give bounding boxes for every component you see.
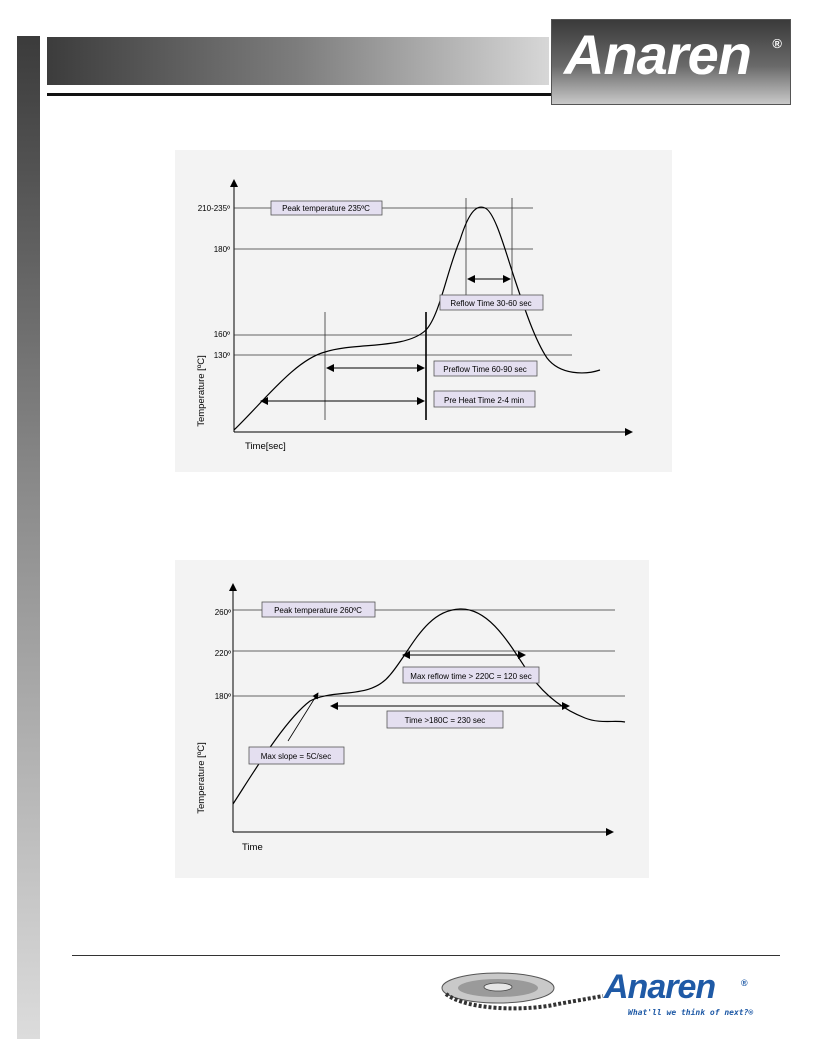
label-reflow-text: Max reflow time > 220C = 120 sec (410, 672, 532, 681)
reflow-profile-chart-leaded (175, 150, 672, 472)
y-tick-peak: 210-235º (197, 204, 230, 213)
label-box-peak (271, 201, 382, 215)
label-peak-text: Peak temperature 260ºC (274, 606, 362, 615)
footer-rule (72, 955, 780, 956)
label-preflow-text: Preflow Time 60-90 sec (443, 365, 527, 374)
slope-arrow (288, 693, 318, 741)
temperature-profile-curve (234, 207, 600, 430)
label-box-reflow (403, 667, 539, 683)
anaren-logo (551, 19, 791, 105)
label-box-time180 (387, 711, 503, 728)
side-bar (17, 36, 40, 1039)
y-tick-130: 130º (213, 351, 230, 360)
label-peak-text: Peak temperature 235ºC (282, 204, 370, 213)
label-box-slope (249, 747, 344, 764)
label-box-preflow (434, 361, 537, 376)
logo-text: Anaren (564, 23, 751, 86)
y-axis-label: Temperature [ºC] (196, 742, 207, 814)
y-tick-260: 260º (214, 608, 231, 617)
footer-tagline: What'll we think of next?® (628, 1008, 754, 1017)
label-slope-text: Max slope = 5C/sec (260, 752, 332, 761)
tape-reel-icon (438, 966, 608, 1016)
footer-logo-reg-mark: ® (741, 978, 748, 988)
label-box-preheat (434, 391, 535, 407)
label-box-reflow (440, 295, 543, 310)
label-reflow-text: Reflow Time 30-60 sec (450, 299, 532, 308)
logo-reg-mark: ® (772, 36, 782, 51)
y-tick-160: 160º (213, 330, 230, 339)
y-axis-label: Temperature [ºC] (196, 355, 207, 427)
x-axis-label: Time[sec] (245, 441, 286, 452)
reflow-profile-chart-leadfree (175, 560, 649, 878)
label-time180-text: Time >180C = 230 sec (404, 716, 486, 725)
x-axis-label: Time (242, 842, 263, 853)
label-box-peak (262, 602, 375, 617)
header-bar (47, 37, 549, 85)
y-tick-180: 180º (213, 245, 230, 254)
y-tick-220: 220º (214, 649, 231, 658)
y-tick-180: 180º (214, 692, 231, 701)
label-preheat-text: Pre Heat Time 2-4 min (443, 396, 525, 405)
footer-anaren-logo: Anaren (604, 968, 716, 1006)
